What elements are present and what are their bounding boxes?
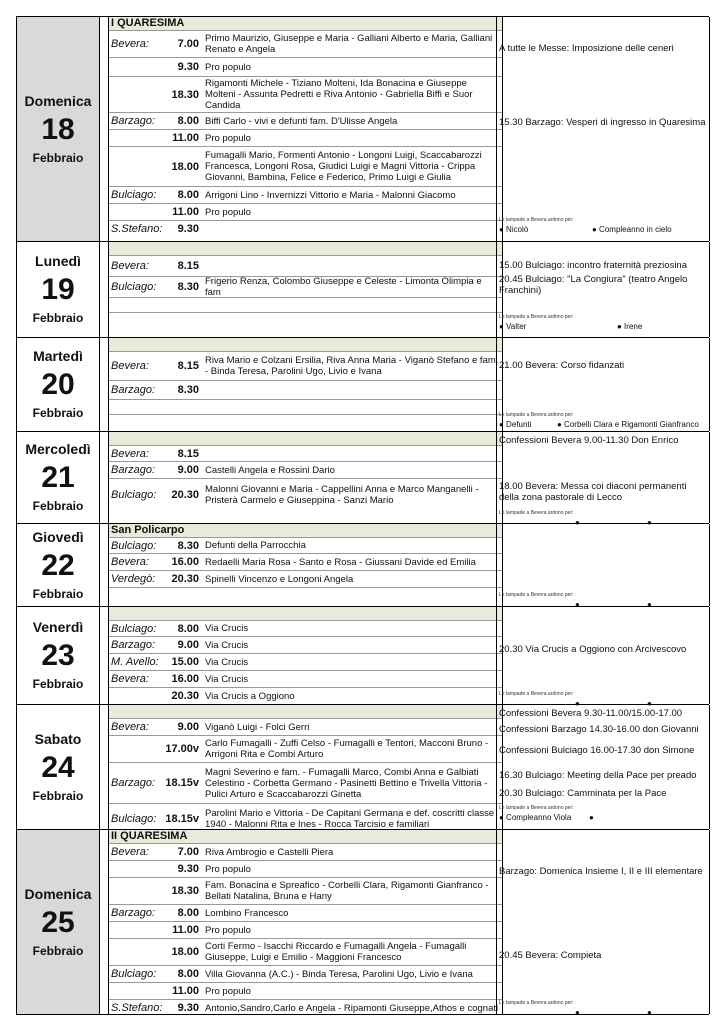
mass-intention: Fam. Bonacina e Spreafico - Corbelli Clara, Rigamonti Gianfranco - Bellati Natalina, Bruna e Hany [205,880,489,902]
mass-location: Barzago: [111,907,156,919]
mass-intention: Biffi Carlo - vivi e defunti fam. D'Ulisse Angela [205,115,398,127]
mass-location [109,130,169,146]
mass-intention: Pro populo [205,863,251,875]
lamp-label: Le lampade a Bevera ardono per: [499,510,574,516]
mass-location [109,313,169,327]
mass-location: Bevera: [111,260,149,272]
note-item: Confessioni Bulciago 16.00-17.30 don Simone [499,745,695,756]
mass-location: Bevera: [111,360,149,372]
mass-time: 18.30 [171,885,199,897]
mass-time: 8.30 [177,539,199,552]
mass-intention: Primo Maurizio, Giuseppe e Maria - Galliani Alberto e Maria, Galliani Renato e Angela [205,33,493,55]
mass-location: Bulciago: [111,622,157,635]
lamp-dedication: ● [575,699,580,708]
mass-intention: Parolini Mario e Vittoria - De Capitani Germana e def. coscritti classe 1940 - Malonni Rita e Ines - Rocca Tarcisio e familiari [205,807,495,830]
mass-schedule [108,17,503,241]
mass-row [109,58,502,77]
day-notes [496,830,710,1017]
mass-time: 8.30 [177,281,199,293]
mass-location [109,298,169,312]
mass-intention: Corti Fermo - Isacchi Riccardo e Fumagalli Angela - Fumagalli Giuseppe, Luigi e Emilio - Maggioni Francesco [205,941,467,963]
lamp-dedication: ● Compleanno Viola [499,813,572,822]
mass-intention: Pro populo [205,924,251,936]
mass-location: Barzago: [111,639,156,651]
lamp-dedication: ● Defunti [499,420,532,429]
mass-time: 16.00 [171,673,199,685]
liturgy-header: I QUARESIMA [109,17,502,31]
mass-intention: Redaelli Maria Rosa - Santo e Rosa - Giussani Davide ed Emilia [205,556,476,568]
day-block [16,524,709,607]
mass-row [109,719,502,736]
mass-time: 15.00 [171,656,199,668]
mass-location [109,939,169,965]
mass-intention: Pro populo [205,206,251,218]
day-month: Febbraio [32,677,84,691]
mass-intention: Via Crucis [205,656,249,668]
day-number: 23 [41,639,75,672]
lamp-label: Le lampade a Bevera ardono per: [499,805,574,811]
mass-intention [203,381,502,399]
mass-intention: Spinelli Vincenzo e Longoni Angela [205,573,354,585]
day-block [16,432,709,527]
lamp-dedication: ● [589,813,594,822]
mass-row [109,571,502,588]
mass-time: 9.30 [177,222,199,235]
mass-row [109,804,502,833]
day-name: Sabato [34,730,82,747]
mass-row [109,688,502,704]
mass-time: 8.15 [177,260,199,272]
day-month: Febbraio [32,586,84,601]
mass-row [109,637,502,654]
mass-location: Bulciago: [111,539,157,552]
lamp-dedication: ● [647,1008,652,1017]
mass-location: Bevera: [111,447,149,460]
mass-row [109,966,502,983]
day-month: Febbraio [32,943,84,958]
mass-time [169,588,203,604]
mass-location: Bevera: [111,846,149,858]
mass-row [109,861,502,878]
mass-location [109,588,169,604]
mass-row [109,538,502,554]
mass-location: Bevera: [111,721,149,733]
note-item: 20.45 Bevera: Compieta [499,950,602,961]
mass-time: 9.00 [177,464,199,476]
day-name: Mercoledì [25,441,91,457]
day-name: Lunedì [35,253,81,269]
mass-row [109,113,502,130]
day-block [16,607,709,708]
mass-time: 11.00 [172,924,199,936]
mass-location: Bevera: [111,673,149,685]
mass-row [109,736,502,763]
mass-time: 7.00 [177,846,199,858]
mass-location: S.Stefano: [111,1002,163,1014]
day-notes [496,17,710,241]
mass-row [109,298,502,313]
mass-row [109,462,502,479]
mass-intention: Arrigoni Lino - Invernizzi Vittorio e Maria - Malonni Giacomo [205,189,456,201]
mass-row [109,400,502,415]
lamp-dedication: ● [647,699,652,708]
note-item: Barzago: Domenica Insieme I, II e III elementare [499,866,703,877]
mass-time: 8.00 [177,907,199,919]
day-label [16,17,100,241]
mass-location [109,400,169,414]
mass-row [109,204,502,221]
day-block [16,338,709,432]
day-number: 24 [41,750,75,784]
mass-intention: Malonni Giovanni e Maria - Cappellini Anna e Marco Manganelli - Pristerà Carmelo e Giuseppina - Sanzi Mario [205,484,479,506]
mass-location: Bevera: [111,38,149,50]
mass-intention: Riva Mario e Colzani Ersilia, Riva Anna Maria - Viganò Stefano e fam. - Binda Teresa, Parolini Ugo, Livio e Ivana [205,355,499,377]
mass-row [109,130,502,147]
mass-time: 17.00v [165,743,199,755]
mass-time: 8.30 [177,384,199,396]
note-item: 18.00 Bevera: Messa coi diaconi permanenti della zona pastorale di Lecco [499,481,687,503]
mass-row [109,671,502,688]
day-number: 20 [41,368,75,401]
mass-location [109,147,169,186]
mass-time: 9.30 [177,1002,199,1014]
lamp-label: Le lampade a Bevera ardono per: [499,412,574,418]
note-item: 20.45 Bulciago: "La Congiura" (teatro Angelo Franchini) [499,274,688,296]
mass-time: 18.15v [165,812,199,825]
day-name: Giovedì [32,528,84,545]
mass-schedule [108,524,503,606]
mass-time: 9.30 [177,863,199,875]
note-item: 20.30 Bulciago: Camminata per la Pace [499,788,667,799]
day-name: Venerdì [32,619,84,635]
mass-intention: Pro populo [205,985,251,997]
mass-intention: Via Crucis [205,673,249,685]
mass-time: 18.00 [171,160,199,173]
mass-intention: Via Crucis [205,623,249,634]
mass-location: Verdegò: [111,573,156,585]
mass-row [109,939,502,966]
mass-schedule [108,338,503,431]
note-item: 21.00 Bevera: Corso fidanzati [499,360,625,371]
day-label [16,705,100,829]
liturgy-header: II QUARESIMA [109,830,502,844]
mass-time: 8.00 [177,115,199,127]
mass-time: 8.00 [177,622,199,635]
day-label [16,242,100,337]
day-name: Domenica [24,885,92,902]
mass-time: 8.00 [177,189,199,201]
mass-location [109,922,169,938]
day-month: Febbraio [32,311,84,325]
lamp-dedication: ● Compleanno in cielo [592,225,672,234]
lamp-dedication: ● [575,600,580,609]
mass-location: Bulciago: [111,812,157,825]
mass-row [109,352,502,381]
mass-row [109,878,502,905]
mass-intention [203,298,502,312]
day-block [16,705,709,830]
mass-intention: Fumagalli Mario, Formenti Antonio - Longoni Luigi, Scaccabarozzi Francesca, Longoni Rosa, Giudici Luigi e Magni Vittoria - Crippa Giovanni, Bambina, Felice e Federico, Primo Luigi e Giulia [205,150,482,183]
mass-row [109,905,502,922]
mass-row [109,277,502,298]
mass-intention: Riva Ambrogio e Castelli Piera [205,846,334,858]
day-number: 22 [41,548,75,582]
mass-time: 11.00 [172,132,199,144]
mass-row [109,588,502,604]
lamp-dedication: ● [575,1008,580,1017]
mass-time [169,313,203,327]
mass-row [109,256,502,277]
mass-location [109,878,169,904]
mass-row [109,654,502,671]
day-month: Febbraio [32,499,84,513]
note-item: 15.00 Bulciago: incontro fraternità preziosina [499,260,688,271]
day-name: Domenica [24,92,92,109]
mass-time: 20.30 [171,690,199,702]
day-month: Febbraio [32,150,84,165]
day-label [16,830,100,1014]
mass-location [109,58,169,76]
liturgy-header [109,607,502,621]
mass-row [109,844,502,861]
lamp-dedication: ● Valter [499,322,527,331]
mass-time: 16.00 [171,556,199,568]
lamp-dedication: ● Corbelli Clara e Rigamonti Gianfranco [557,420,699,429]
mass-schedule [108,432,503,523]
mass-location: Bulciago: [111,968,157,980]
mass-location [109,204,169,220]
mass-location: Bulciago: [111,281,157,293]
mass-row [109,147,502,187]
mass-row [109,446,502,462]
lamp-dedication: ● [575,518,580,527]
mass-schedule [108,830,503,1014]
mass-row [109,1000,502,1016]
mass-location [109,77,169,112]
mass-intention [203,256,502,276]
mass-intention [203,415,502,429]
mass-location: Barzago: [111,384,156,396]
mass-location [109,983,169,999]
liturgy-header [109,432,502,446]
day-notes [496,432,710,527]
mass-time: 9.30 [177,61,199,73]
mass-time: 11.00 [172,206,199,218]
mass-intention: Viganò Luigi - Folci Gerri [205,721,310,733]
mass-row [109,313,502,327]
lamp-label: Le lampade a Bevera ardono per: [499,1000,574,1006]
mass-intention [203,588,502,604]
mass-intention: Frigerio Renza, Colombo Giuseppe e Celeste - Limonta Olimpia e fam [205,276,482,298]
mass-row [109,479,502,511]
mass-location: Bulciago: [111,189,157,201]
day-block [16,830,709,1015]
lamp-dedication: ● [647,600,652,609]
mass-row [109,983,502,1000]
mass-row [109,77,502,113]
day-notes [496,338,710,431]
mass-intention [203,446,502,461]
mass-time: 7.00 [177,38,199,50]
mass-row [109,554,502,571]
mass-schedule [108,607,503,704]
liturgy-header: San Policarpo [109,524,502,538]
mass-intention: Rigamonti Michele - Tiziano Molteni, Ida Bonacina e Giuseppe Molteni - Assunta Pedretti e Riva Antonio - Gabriella Biffi e Suor Candida [205,78,473,111]
mass-time: 20.30 [171,489,199,501]
mass-time: 9.00 [177,721,199,733]
mass-row [109,621,502,637]
mass-time: 18.00 [171,946,199,958]
day-block [16,16,709,242]
lamp-label: Le lampade a Bevera ardono per: [499,592,574,598]
mass-location: Bulciago: [111,489,157,501]
mass-intention: Castelli Angela e Rossini Dario [205,464,335,476]
lamp-label: Le lampade a Bevera ardono per: [499,217,574,223]
lamp-dedication: ● Nicolò [499,225,529,234]
day-number: 21 [41,461,75,494]
mass-location [109,861,169,877]
mass-time [169,298,203,312]
day-label [16,524,100,606]
day-month: Febbraio [32,406,84,420]
day-block [16,242,709,338]
day-label [16,338,100,431]
mass-row [109,415,502,429]
note-item: Confessioni Bevera 9.30-11.00/15.00-17.00 [499,708,683,719]
day-notes [496,705,710,829]
mass-intention [203,313,502,327]
mass-time [169,400,203,414]
note-item: Confessioni Bevera 9.00-11.30 Don Enrico [499,435,679,446]
day-month: Febbraio [32,788,84,803]
mass-intention: Pro populo [205,61,251,73]
mass-intention [203,221,502,236]
mass-time: 11.00 [172,985,199,997]
mass-location: Barzago: [111,115,156,127]
mass-row [109,187,502,204]
mass-intention: Via Crucis [205,639,249,651]
mass-intention: Via Crucis a Oggiono [205,690,295,702]
mass-intention: Lombino Francesco [205,907,289,919]
mass-row [109,221,502,236]
note-item: Confessioni Barzago 14.30-16.00 don Giovanni [499,724,699,735]
lamp-label: Le lampade a Bevera ardono per: [499,691,574,697]
day-label [16,607,100,704]
mass-location: Barzago: [111,777,156,789]
day-number: 18 [41,112,75,146]
mass-schedule [108,242,503,337]
mass-time: 18.30 [171,88,199,101]
mass-time: 8.15 [177,360,199,372]
mass-intention [203,400,502,414]
day-notes [496,607,710,708]
day-name: Martedì [33,348,83,364]
lamp-label: Le lampade a Bevera ardono per: [499,314,574,320]
mass-location [109,736,169,762]
mass-intention: Magni Severino e fam. - Fumagalli Marco, Combi Anna e Galbiati Celestino - Corbetta Germano - Pasinetti Bettino e Trivella Vittoria - Pulici Arturo e Scaccabarozzi Ginetta [205,766,488,800]
weekly-calendar [16,16,709,1015]
lamp-dedication: ● Irene [617,322,643,331]
mass-location: S.Stefano: [111,222,163,235]
day-number: 25 [41,905,75,939]
mass-location [109,688,169,704]
note-item: 20.30 Via Crucis a Oggiono con Arcivescovo [499,644,687,655]
mass-time [169,415,203,429]
mass-row [109,381,502,400]
liturgy-header [109,242,502,256]
mass-intention: Villa Giovanna (A.C.) - Binda Teresa, Parolini Ugo, Livio e Ivana [205,968,473,980]
mass-intention: Pro populo [205,132,251,144]
mass-time: 8.00 [177,968,199,980]
mass-intention: Defunti della Parrocchia [205,540,306,551]
mass-row [109,763,502,804]
mass-location [109,415,169,429]
day-label [16,432,100,523]
liturgy-header [109,705,502,719]
liturgy-header [109,338,502,352]
note-item: A tutte le Messe: Imposizione delle ceneri [499,43,674,54]
note-item: 15.30 Barzago: Vesperi di ingresso in Quaresima [499,117,706,128]
day-number: 19 [41,273,75,306]
day-notes [496,524,710,609]
mass-time: 18.15v [165,777,199,789]
mass-schedule [108,705,503,829]
mass-intention: Carlo Fumagalli - Zuffi Celso - Fumagalli e Tentori, Macconi Bruno - Arrigoni Rita e Combi Arturo [205,738,489,760]
mass-row [109,922,502,939]
mass-time: 8.15 [177,447,199,460]
mass-location: Barzago: [111,464,156,476]
note-item: 16.30 Bulciago: Meeting della Pace per preado [499,770,697,781]
mass-time: 20.30 [171,573,199,585]
mass-time: 9.00 [177,639,199,651]
mass-location: Bevera: [111,556,149,568]
mass-location: M. Avello: [111,656,159,668]
lamp-dedication: ● [647,518,652,527]
day-notes [496,242,710,337]
mass-row [109,31,502,58]
mass-intention: Antonio,Sandro,Carlo e Angela - Ripamonti Giuseppe,Athos e cognati [205,1002,499,1014]
